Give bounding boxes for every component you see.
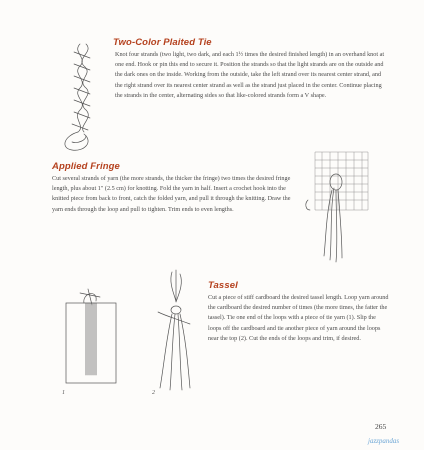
applied-fringe-title: Applied Fringe bbox=[52, 161, 120, 172]
tassel-title: Tassel bbox=[208, 280, 238, 291]
plaited-tie-title: Two-Color Plaited Tie bbox=[113, 37, 212, 48]
tassel-figure-2-label: 2 bbox=[152, 390, 155, 396]
plaited-tie-illustration bbox=[58, 44, 108, 154]
tassel-figure-1 bbox=[62, 283, 122, 393]
page-number: 265 bbox=[375, 422, 387, 431]
tassel-text: Cut a piece of stiff cardboard the desired tassel length. Loop yarn around the cardboard the desired number of times (the more times, the fatter the tassel). Tie one end of the loops with a piece of tie yarn (1). Slip the loops off the cardboard and tie another piece of yarn around the loops near the top (2). Cut the ends of the loops and trim, if desired. bbox=[208, 294, 389, 342]
tassel-figure-2 bbox=[150, 270, 200, 400]
applied-fringe-illustration bbox=[300, 152, 375, 267]
watermark: jazzpandas bbox=[368, 437, 400, 445]
applied-fringe-text: Cut several strands of yarn (the more strands, the thicker the fringe) two times the desired fringe length, plus about 1" (2.5 cm) for knotting. Fold the yarn in half. Insert a crochet hook into the knitted piece from back to front, catch the folded yarn, and pull it through the knitting. Draw the yarn ends through the loop and pull to tighten. Trim ends to even lengths. bbox=[52, 175, 291, 213]
plaited-tie-text: Knot four strands (two light, two dark, and each 1½ times the desired finished length) in an overhand knot at one end. Hook or pin this end to secure it. Position the strands so that the light strands are on the outside and the dark ones on the inside. Working from the outside, take the left strand over its nearest center strand, and the right strand over its nearest center strand as well as the strand just placed in the center. Continue placing the strands in the center, alternating sides so that like-colored strands form a V shape. bbox=[115, 51, 385, 99]
tassel-figure-1-label: 1 bbox=[62, 390, 65, 396]
